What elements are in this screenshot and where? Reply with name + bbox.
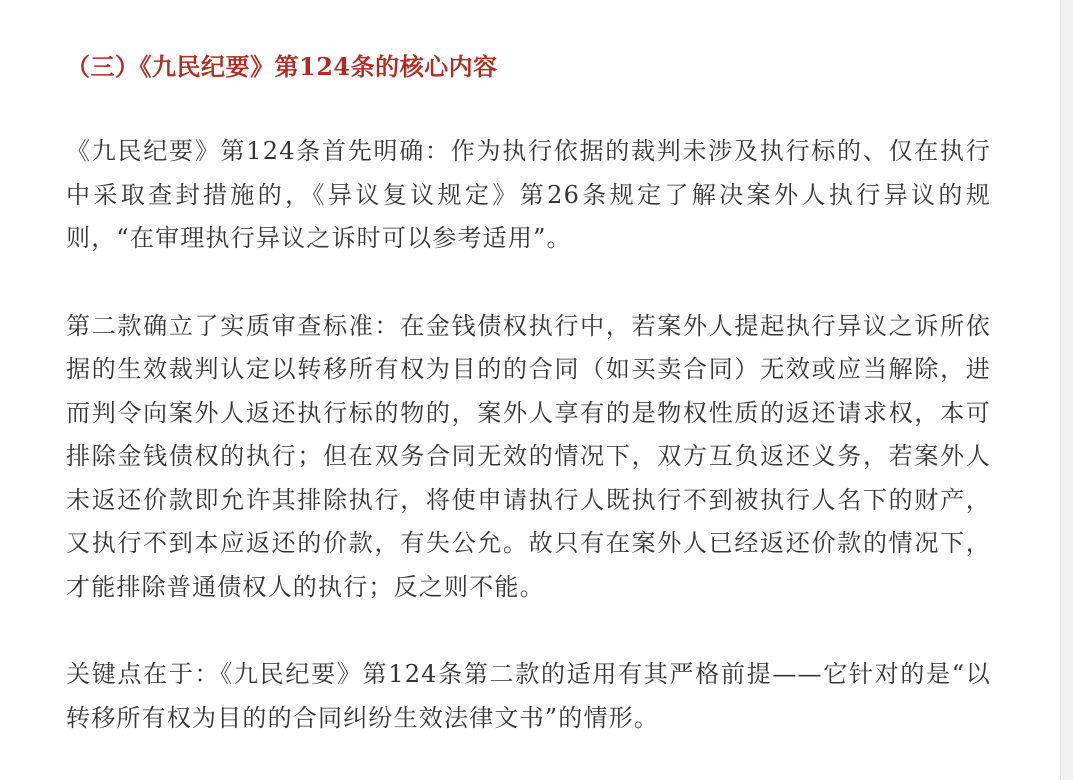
paragraph-1: 《九民纪要》第124条首先明确：作为执行依据的裁判未涉及执行标的、仅在执行中采取查封措施的，《异议复议规定》第26条规定了解决案外人执行异议的规则，“在审理执行异议之诉时可以参考适用”。 — [66, 137, 991, 252]
paragraph-2: 第二款确立了实质审查标准：在金钱债权执行中，若案外人提起执行异议之诉所依据的生效裁判认定以转移所有权为目的的合同（如买卖合同）无效或应当解除，进而判令向案外人返还执行标的物的，案外人享有的是物权性质的返还请求权，本可排除金钱债权的执行；但在双务合同无效的情况下，双方互负返还义务，若案外人未返还价款即允许其排除执行，将使申请执行人既执行不到被执行人名下的财产，又执行不到本应返还的价款，有失公允。故只有在案外人已经返还价款的情况下，才能排除普通债权人的执行；反之则不能。 — [66, 311, 991, 601]
paragraph-3: 关键点在于：《九民纪要》第124条第二款的适用有其严格前提——它针对的是“以转移所有权为目的的合同纠纷生效法律文书”的情形。 — [66, 660, 991, 732]
scrollbar-track[interactable] — [1060, 0, 1073, 780]
section-heading: （三）《九民纪要》第124条的核心内容 — [66, 52, 498, 81]
article-body — [66, 44, 991, 784]
